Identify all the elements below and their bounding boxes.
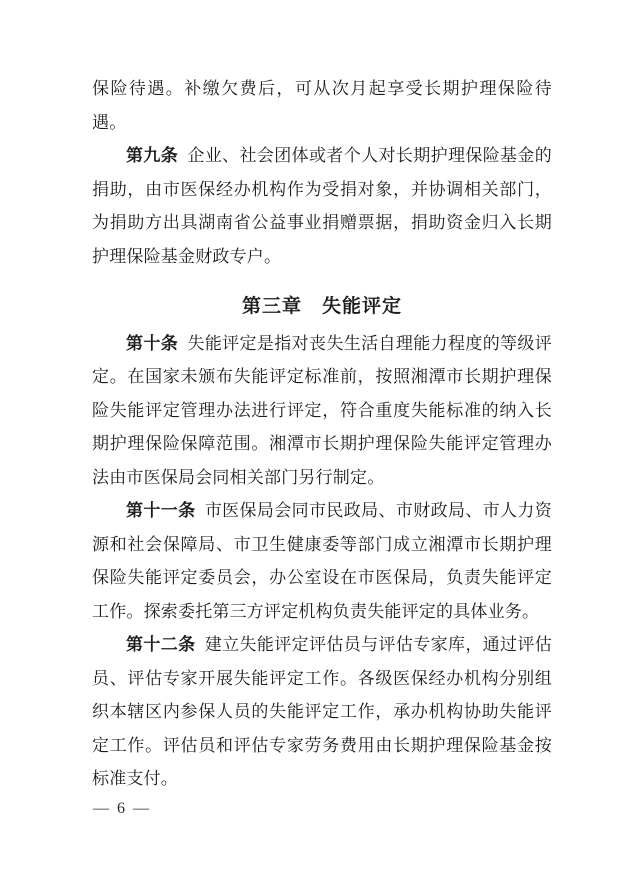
chapter-heading: 第三章 失能评定 xyxy=(241,296,402,317)
page-number: — 6 — xyxy=(93,800,151,817)
article-11-number: 第十一条 xyxy=(126,501,196,520)
article-12 xyxy=(92,628,552,796)
paragraph-continuation: 保险待遇。补缴欠费后，可从次月起享受长期护理保险待遇。 xyxy=(92,79,552,132)
article-12-text: 建立失能评定评估员与评估专家库，通过评估员、评估专家开展失能评定工作。各级医保经办机构分别组织本辖区内参保人员的失能评定工作，承办机构协助失能评定工作。评估员和评估专家劳务费用由长期护理保险基金按标准支付。 xyxy=(92,635,552,788)
article-10-text: 失能评定是指对丧失生活自理能力程度的等级评定。在国家未颁布失能评定标准前，按照湘潭市长期护理保险失能评定管理办法进行评定，符合重度失能标准的纳入长期护理保险保障范围。湘潭市长期护理保险失能评定管理办法由市医保局会同相关部门另行制定。 xyxy=(92,333,552,487)
article-10-number: 第十条 xyxy=(126,333,179,353)
article-10 xyxy=(92,327,552,495)
article-9-text: 企业、社会团体或者个人对长期护理保险基金的捐助，由市医保经办机构作为受捐对象，并协调相关部门，为捐助方出具湖南省公益事业捐赠票据，捐助资金归入长期护理保险基金财政专户。 xyxy=(92,146,552,266)
article-9-number: 第九条 xyxy=(126,146,179,165)
article-9 xyxy=(92,139,552,273)
article-11 xyxy=(92,494,552,628)
article-12-number: 第十二条 xyxy=(126,635,196,654)
article-11-text: 市医保局会同市民政局、市财政局、市人力资源和社会保障局、市卫生健康委等部门成立湘潭市长期护理保险失能评定委员会，办公室设在市医保局，负责失能评定工作。探索委托第三方评定机构负责失能评定的具体业务。 xyxy=(92,501,552,621)
document-body xyxy=(92,72,552,796)
